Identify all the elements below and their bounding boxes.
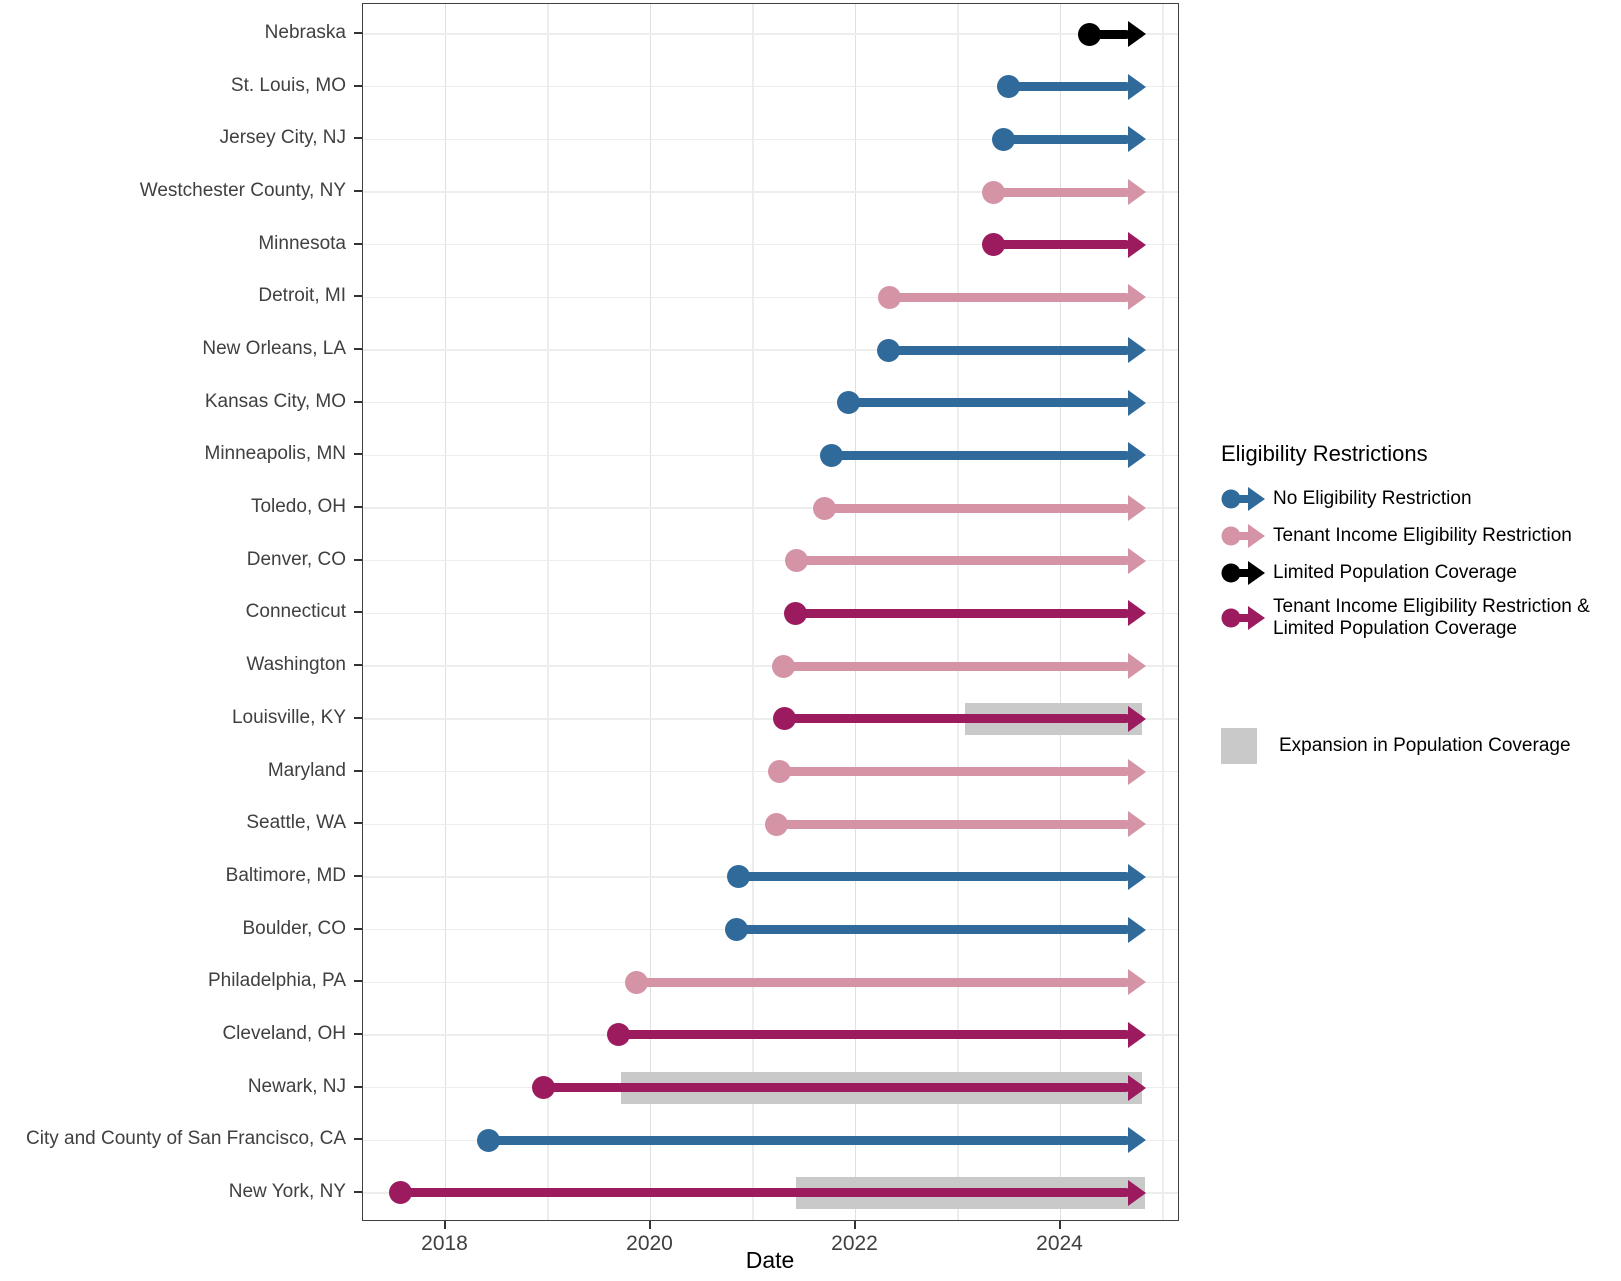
start-dot — [813, 497, 836, 520]
y-tick — [354, 32, 362, 34]
tenant-income-arrow-icon — [1221, 522, 1267, 550]
arrow-shaft — [785, 714, 1130, 723]
y-tick — [354, 1033, 362, 1035]
limited-population-arrow-icon — [1221, 559, 1267, 587]
start-dot — [772, 655, 795, 678]
y-tick — [354, 453, 362, 455]
y-tick — [354, 85, 362, 87]
y-tick — [354, 559, 362, 561]
start-dot — [1078, 23, 1101, 46]
arrow-shaft — [1003, 135, 1129, 144]
start-dot — [773, 707, 796, 730]
arrow-head — [1128, 284, 1146, 310]
gridline-horizontal — [363, 33, 1178, 34]
start-dot — [997, 75, 1020, 98]
arrow-shaft — [739, 872, 1130, 881]
legend-item-label: Tenant Income Eligibility Restriction — [1273, 524, 1572, 546]
y-axis-label: New Orleans, LA — [202, 338, 346, 360]
y-tick — [354, 980, 362, 982]
start-dot — [878, 286, 901, 309]
arrow-shaft — [832, 451, 1130, 460]
start-dot — [607, 1023, 630, 1046]
arrow-head — [1128, 706, 1146, 732]
arrow-head — [1128, 337, 1146, 363]
arrow-shaft — [795, 609, 1130, 618]
start-dot — [982, 181, 1005, 204]
y-tick — [354, 190, 362, 192]
start-dot — [727, 865, 750, 888]
start-dot — [532, 1076, 555, 1099]
y-axis-label: Boulder, CO — [242, 917, 346, 939]
legend-item — [1221, 522, 1617, 550]
y-axis-label: Maryland — [267, 759, 346, 781]
arrow-head — [1128, 864, 1146, 890]
arrow-head — [1128, 1180, 1146, 1206]
y-tick — [354, 611, 362, 613]
y-tick — [354, 137, 362, 139]
y-tick — [354, 1086, 362, 1088]
y-axis-label: Louisville, KY — [231, 706, 346, 728]
arrow-shaft — [796, 556, 1130, 565]
x-tick-label: 2024 — [1036, 1232, 1083, 1255]
y-axis-label: Nebraska — [264, 22, 346, 43]
y-axis-label: Newark, NJ — [247, 1075, 346, 1097]
arrow-shaft — [636, 978, 1129, 987]
y-tick — [354, 348, 362, 350]
arrow-head — [1128, 1075, 1146, 1101]
start-dot — [768, 760, 791, 783]
tenant-income-limited-population-arrow-icon — [1221, 604, 1267, 632]
arrow-head — [1128, 390, 1146, 416]
arrow-shaft — [825, 504, 1130, 513]
arrow-shaft — [400, 1188, 1129, 1197]
arrow-shaft — [888, 346, 1129, 355]
start-dot — [784, 602, 807, 625]
arrow-head — [1128, 126, 1146, 152]
start-dot — [837, 391, 860, 414]
arrow-head — [1128, 759, 1146, 785]
arrow-head — [1128, 179, 1146, 205]
arrow-shaft — [848, 398, 1129, 407]
y-axis-label: Minneapolis, MN — [204, 443, 346, 465]
arrow-head — [1128, 232, 1146, 258]
arrow-head — [1128, 811, 1146, 837]
y-tick — [354, 717, 362, 719]
y-axis-label: Philadelphia, PA — [207, 970, 346, 992]
arrow-shaft — [994, 240, 1130, 249]
arrow-shaft — [994, 188, 1130, 197]
legend-item-label: No Eligibility Restriction — [1273, 487, 1472, 509]
start-dot — [785, 549, 808, 572]
y-tick — [354, 1191, 362, 1193]
start-dot — [765, 813, 788, 836]
y-tick — [354, 506, 362, 508]
y-tick — [354, 243, 362, 245]
start-dot — [389, 1181, 412, 1204]
y-axis-label: Detroit, MI — [258, 285, 346, 307]
y-tick — [354, 875, 362, 877]
arrow-head — [1128, 495, 1146, 521]
y-axis-label: Minnesota — [258, 232, 346, 254]
arrow-head — [1128, 21, 1146, 47]
arrow-shaft — [889, 293, 1129, 302]
legend-item — [1221, 596, 1617, 640]
legend-item — [1221, 559, 1617, 587]
expansion-swatch — [1221, 728, 1257, 764]
y-axis-label: City and County of San Francisco, CA — [26, 1128, 346, 1150]
arrow-head — [1128, 653, 1146, 679]
y-axis-label: Connecticut — [245, 601, 346, 623]
y-axis-label: Jersey City, NJ — [219, 127, 346, 149]
arrow-head — [1128, 1127, 1146, 1153]
y-tick — [354, 664, 362, 666]
arrow-shaft — [619, 1030, 1130, 1039]
arrow-head — [1128, 548, 1146, 574]
arrow-shaft — [784, 662, 1130, 671]
arrow-head — [1128, 600, 1146, 626]
y-tick — [354, 401, 362, 403]
y-tick — [354, 770, 362, 772]
legend — [1221, 441, 1617, 764]
start-dot — [877, 339, 900, 362]
legend-expansion-item — [1221, 728, 1617, 764]
x-tick — [444, 1221, 446, 1229]
start-dot — [477, 1129, 500, 1152]
y-axis-label: St. Louis, MO — [230, 74, 346, 96]
legend-items — [1221, 485, 1617, 640]
y-axis-label: Toledo, OH — [250, 496, 346, 518]
arrow-shaft — [737, 925, 1130, 934]
start-dot — [820, 444, 843, 467]
y-tick — [354, 1138, 362, 1140]
arrow-shaft — [777, 820, 1130, 829]
legend-title: Eligibility Restrictions — [1221, 441, 1428, 466]
legend-item-label: Expansion in Population Coverage — [1279, 735, 1571, 757]
x-tick — [1059, 1221, 1061, 1229]
legend-item-label: Tenant Income Eligibility Restriction & Limited Population Coverage — [1273, 596, 1590, 640]
start-dot — [725, 918, 748, 941]
x-tick — [649, 1221, 651, 1229]
arrow-shaft — [544, 1083, 1130, 1092]
arrow-shaft — [489, 1136, 1130, 1145]
y-tick — [354, 822, 362, 824]
start-dot — [982, 233, 1005, 256]
arrow-shaft — [780, 767, 1130, 776]
arrow-head — [1128, 442, 1146, 468]
y-axis-label: Cleveland, OH — [222, 1022, 346, 1044]
x-tick-label: 2022 — [831, 1232, 878, 1255]
x-axis-title: Date — [745, 1247, 795, 1273]
arrow-head — [1128, 969, 1146, 995]
y-axis-label: Seattle, WA — [246, 812, 346, 834]
start-dot — [625, 971, 648, 994]
y-axis-label: Westchester County, NY — [139, 180, 346, 202]
arrow-head — [1128, 74, 1146, 100]
y-tick — [354, 295, 362, 297]
start-dot — [992, 128, 1015, 151]
plot-panel — [362, 3, 1179, 1221]
y-axis-label: Baltimore, MD — [225, 864, 346, 886]
legend-item — [1221, 485, 1617, 513]
y-axis-label: Denver, CO — [246, 548, 346, 570]
arrow-head — [1128, 1022, 1146, 1048]
arrow-shaft — [1008, 82, 1129, 91]
y-axis-label: Washington — [246, 654, 346, 676]
x-tick — [854, 1221, 856, 1229]
no-restriction-arrow-icon — [1221, 485, 1267, 513]
legend-item-label: Limited Population Coverage — [1273, 561, 1517, 583]
x-tick-label: 2018 — [421, 1232, 468, 1255]
arrow-head — [1128, 917, 1146, 943]
y-tick — [354, 928, 362, 930]
x-tick-label: 2020 — [626, 1232, 673, 1255]
y-axis-label: Kansas City, MO — [204, 390, 346, 412]
y-axis-label: New York, NY — [228, 1180, 346, 1202]
